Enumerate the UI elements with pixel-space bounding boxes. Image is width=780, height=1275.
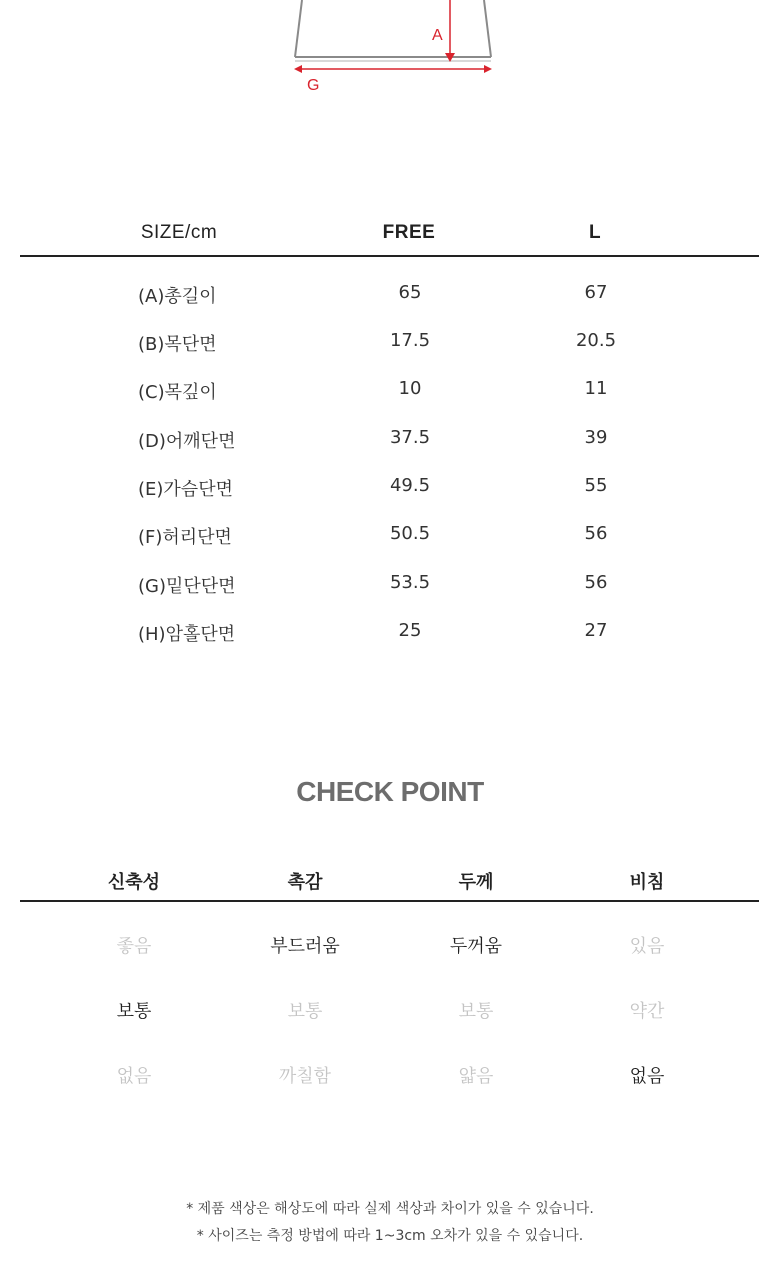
- size-value-l: 56: [584, 572, 608, 593]
- header-free: FREE: [382, 222, 436, 243]
- note-color: * 제품 색상은 해상도에 따라 실제 색상과 차이가 있을 수 있습니다.: [186, 1201, 594, 1217]
- size-value-free: 17.5: [389, 330, 431, 351]
- disclaimer-notes: [0, 1196, 780, 1250]
- garment-measurement-diagram: [0, 0, 780, 100]
- header-l: L: [588, 222, 602, 243]
- size-row-label: (D)어깨단면: [138, 431, 236, 452]
- check-row-2: [0, 993, 780, 1033]
- check-row-3: [0, 1058, 780, 1098]
- note-size: * 사이즈는 측정 방법에 따라 1~3cm 오차가 있을 수 있습니다.: [196, 1228, 584, 1244]
- check-point-header: [20, 860, 759, 902]
- size-row-label: (H)암홀단면: [138, 624, 236, 645]
- check-option: 보통: [287, 1001, 323, 1022]
- check-option-selected: 부드러움: [270, 936, 340, 957]
- size-value-l: 11: [584, 378, 608, 399]
- check-option: 있음: [629, 936, 665, 957]
- size-value-free: 37.5: [389, 427, 431, 448]
- size-value-l: 27: [584, 620, 608, 641]
- check-option: 까칠함: [278, 1066, 332, 1087]
- size-value-free: 25: [398, 620, 422, 641]
- size-row-label: (F)허리단면: [138, 527, 232, 548]
- check-point-title: CHECK POINT: [296, 776, 484, 807]
- check-option-selected: 보통: [116, 1001, 152, 1022]
- check-option: 좋음: [116, 936, 152, 957]
- label-g: G: [307, 77, 320, 94]
- check-row-1: [0, 928, 780, 968]
- size-value-l: 39: [584, 427, 608, 448]
- size-value-free: 65: [398, 282, 422, 303]
- size-value-free: 10: [398, 378, 422, 399]
- check-option-selected: 없음: [629, 1066, 665, 1087]
- size-row-c: [0, 372, 780, 412]
- size-row-b: [0, 324, 780, 364]
- size-row-e: [0, 469, 780, 509]
- garment-outline: [295, 0, 491, 61]
- check-option-selected: 두꺼움: [449, 936, 503, 957]
- size-row-label: (C)목깊이: [138, 382, 217, 403]
- size-value-l: 67: [584, 282, 608, 303]
- size-row-label: (A)총길이: [138, 286, 217, 307]
- size-value-l: 20.5: [575, 330, 617, 351]
- size-row-label: (E)가슴단면: [138, 479, 233, 500]
- header-sheerness: 비침: [629, 872, 665, 893]
- header-size-cm: SIZE/cm: [140, 222, 218, 243]
- check-option: 없음: [116, 1066, 152, 1087]
- size-row-d: [0, 421, 780, 461]
- width-arrow-g: [294, 65, 492, 73]
- size-row-label: (B)목단면: [138, 334, 217, 355]
- size-row-h: [0, 614, 780, 654]
- check-option: 얇음: [458, 1066, 494, 1087]
- header-thickness: 두께: [458, 872, 494, 893]
- check-option: 약간: [629, 1001, 665, 1022]
- size-row-label: (G)밑단단면: [138, 576, 236, 597]
- size-table-header: [20, 210, 759, 257]
- size-row-f: [0, 517, 780, 557]
- header-texture: 촉감: [287, 872, 323, 893]
- size-value-l: 56: [584, 523, 608, 544]
- size-value-free: 53.5: [389, 572, 431, 593]
- size-value-free: 49.5: [389, 475, 431, 496]
- check-option: 보통: [458, 1001, 494, 1022]
- header-stretch: 신축성: [107, 872, 161, 893]
- size-value-free: 50.5: [389, 523, 431, 544]
- size-value-l: 55: [584, 475, 608, 496]
- size-row-g: [0, 566, 780, 606]
- size-row-a: [0, 276, 780, 316]
- label-a: A: [432, 27, 443, 44]
- length-arrow-a: [445, 0, 455, 62]
